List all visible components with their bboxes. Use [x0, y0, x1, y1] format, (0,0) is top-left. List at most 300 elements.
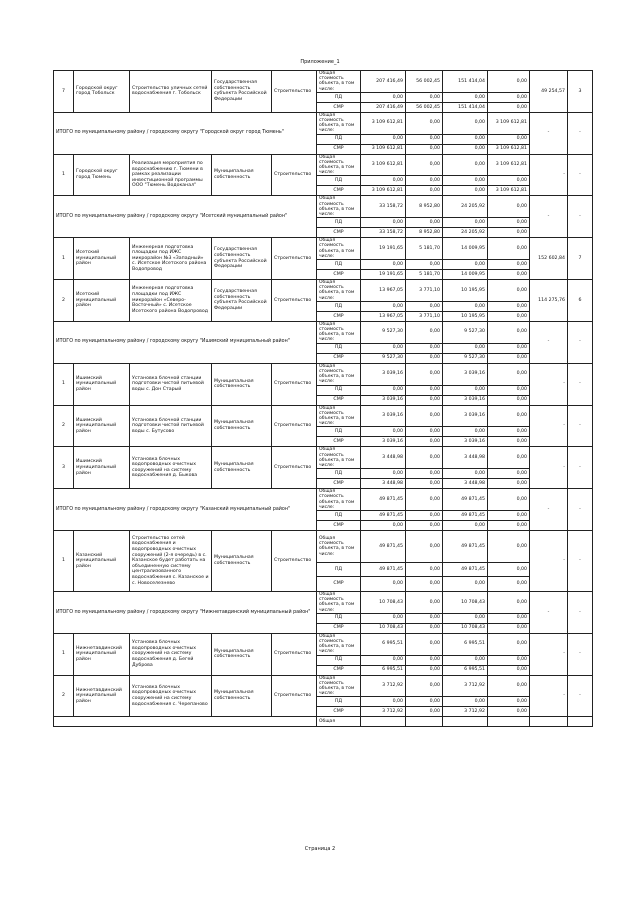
cost-label: Общая стоимость объекта, в том числе:: [317, 321, 361, 343]
ownership-cell: Государственная собственность субъекта Российской Федерации: [212, 280, 272, 322]
extra-count: 6: [568, 280, 593, 322]
amount-cell: 207 416,49: [361, 102, 406, 112]
amount-cell: 0,00: [361, 613, 406, 623]
amount-cell: 0,00: [443, 176, 488, 186]
amount-cell: 3 109 612,81: [488, 112, 530, 134]
smr-label: СМР: [317, 707, 361, 717]
amount-cell: 13 967,05: [361, 311, 406, 321]
amount-cell: 3 448,98: [361, 479, 406, 489]
total-row: [54, 489, 593, 511]
amount-cell: 0,00: [488, 562, 530, 577]
amount-cell: 3 771,10: [406, 280, 443, 302]
amount-cell: 0,00: [361, 343, 406, 353]
smr-label: СМР: [317, 395, 361, 405]
amount-cell: 0,00: [488, 591, 530, 613]
amount-cell: 3 109 612,81: [361, 112, 406, 134]
row-number: 1: [54, 154, 74, 196]
extra-value: -: [530, 154, 568, 196]
smr-label: СМР: [317, 144, 361, 154]
smr-label: СМР: [317, 437, 361, 447]
amount-cell: 0,00: [443, 385, 488, 395]
amount-cell: 0,00: [488, 102, 530, 112]
extra-count: -: [568, 363, 593, 405]
ownership-cell: Муниципальная собственность: [212, 405, 272, 447]
empty-cell: [406, 717, 443, 727]
amount-cell: 3 771,10: [406, 311, 443, 321]
amount-cell: 3 039,16: [443, 363, 488, 385]
amount-cell: 0,00: [406, 144, 443, 154]
amount-cell: 9 527,30: [361, 353, 406, 363]
amount-cell: 3 109 612,81: [361, 144, 406, 154]
amount-cell: 0,00: [488, 623, 530, 633]
amount-cell: 0,00: [488, 395, 530, 405]
smr-label: СМР: [317, 311, 361, 321]
amount-cell: 0,00: [406, 395, 443, 405]
amount-cell: 5 181,70: [406, 238, 443, 260]
extra-value: -: [530, 591, 568, 633]
ownership-cell: Государственная собственность субъекта Российской Федерации: [212, 71, 272, 113]
amount-cell: 0,00: [488, 697, 530, 707]
amount-cell: 3 448,98: [443, 447, 488, 469]
amount-cell: 0,00: [361, 92, 406, 102]
amount-cell: 0,00: [443, 301, 488, 311]
amount-cell: 0,00: [488, 707, 530, 717]
work-type-cell: Строительство: [272, 447, 317, 489]
object-name-cell: Инженерная подготовка площадки под ИЖС микрорайон №3 «Западный» с. Исетское Исетского района Водопровод: [130, 238, 212, 280]
row-number: 2: [54, 280, 74, 322]
amount-cell: 0,00: [488, 280, 530, 302]
amount-cell: 0,00: [406, 112, 443, 134]
ownership-cell: Муниципальная собственность: [212, 675, 272, 717]
municipality-cell: Ишимский муниципальный район: [74, 363, 130, 405]
project-row: [54, 405, 593, 427]
amount-cell: 0,00: [488, 479, 530, 489]
amount-cell: 0,00: [443, 343, 488, 353]
amount-cell: 0,00: [488, 321, 530, 343]
amount-cell: 0,00: [406, 427, 443, 437]
cost-label: Общая стоимость объекта, в том числе:: [317, 112, 361, 134]
amount-cell: 0,00: [488, 218, 530, 228]
amount-cell: 0,00: [443, 134, 488, 144]
amount-cell: 0,00: [361, 427, 406, 437]
cost-label: Общая стоимость объекта, в том числе:: [317, 530, 361, 562]
table-body: [54, 71, 593, 727]
amount-cell: 10 195,95: [443, 311, 488, 321]
amount-cell: 0,00: [443, 655, 488, 665]
total-label: ИТОГО по муниципальному району / городскому округу "Городской округ город Тюмень": [54, 112, 317, 154]
amount-cell: 0,00: [488, 260, 530, 270]
extra-value: -: [530, 447, 568, 489]
amount-cell: 0,00: [406, 353, 443, 363]
total-label: ИТОГО по муниципальному району / городскому округу "Ишимский муниципальный район": [54, 321, 317, 363]
row-number: 1: [54, 238, 74, 280]
extra-count: -: [568, 489, 593, 531]
ownership-cell: Муниципальная собственность: [212, 154, 272, 196]
amount-cell: 3 712,92: [361, 707, 406, 717]
amount-cell: 0,00: [488, 665, 530, 675]
amount-cell: 0,00: [488, 675, 530, 697]
amount-cell: 10 195,95: [443, 280, 488, 302]
extra-value: -: [530, 633, 568, 675]
amount-cell: 0,00: [488, 469, 530, 479]
object-name-cell: Реализация мероприятия по водоснабжению г. Тюмени в рамках реализации инвестиционной программы ООО "Тюмень Водоканал": [130, 154, 212, 196]
smr-label: СМР: [317, 577, 361, 592]
pd-label: ПД: [317, 343, 361, 353]
amount-cell: 0,00: [406, 92, 443, 102]
amount-cell: 24 205,92: [443, 228, 488, 238]
amount-cell: 0,00: [488, 489, 530, 511]
amount-cell: 56 002,45: [406, 71, 443, 93]
cost-label: Общая стоимость объекта, в том числе:: [317, 447, 361, 469]
ownership-cell: Муниципальная собственность: [212, 363, 272, 405]
amount-cell: 0,00: [488, 655, 530, 665]
amount-cell: 3 039,16: [443, 437, 488, 447]
pd-label: ПД: [317, 134, 361, 144]
pd-label: ПД: [317, 655, 361, 665]
amount-cell: 19 191,65: [361, 270, 406, 280]
empty-cell: [361, 717, 406, 727]
work-type-cell: Строительство: [272, 280, 317, 322]
empty-cell: [443, 717, 488, 727]
ownership-cell: Муниципальная собственность: [212, 447, 272, 489]
pd-label: ПД: [317, 562, 361, 577]
amount-cell: 5 181,70: [406, 270, 443, 280]
pd-label: ПД: [317, 176, 361, 186]
amount-cell: 3 712,92: [361, 675, 406, 697]
object-name-cell: Установка блочных водопроводных очистных сооружений на систему водоснабжения д. Бегей Дуброва: [130, 633, 212, 675]
empty-cell: [488, 717, 530, 727]
municipality-cell: Нижнетавдинский муниципальный район: [74, 675, 130, 717]
amount-cell: 0,00: [488, 353, 530, 363]
amount-cell: 0,00: [488, 405, 530, 427]
cost-label: Общая стоимость объекта, в том числе:: [317, 196, 361, 218]
total-row: [54, 196, 593, 218]
amount-cell: 6 995,51: [361, 665, 406, 675]
amount-cell: 6 995,51: [443, 633, 488, 655]
amount-cell: 3 712,92: [443, 675, 488, 697]
pd-label: ПД: [317, 385, 361, 395]
amount-cell: 0,00: [406, 479, 443, 489]
object-name-cell: Установка блочной станции подготовки чистой питьевой воды с. Бутусово: [130, 405, 212, 447]
amount-cell: 3 109 612,81: [488, 154, 530, 176]
amount-cell: 6 995,51: [443, 665, 488, 675]
pd-label: ПД: [317, 697, 361, 707]
amount-cell: 0,00: [406, 186, 443, 196]
amount-cell: 0,00: [406, 321, 443, 343]
amount-cell: 0,00: [443, 520, 488, 530]
amount-cell: 0,00: [406, 520, 443, 530]
amount-cell: 0,00: [443, 144, 488, 154]
smr-label: СМР: [317, 623, 361, 633]
amount-cell: 0,00: [361, 301, 406, 311]
amount-cell: 151 414,04: [443, 102, 488, 112]
cost-label: Общая стоимость объекта, в том числе:: [317, 238, 361, 260]
smr-label: СМР: [317, 520, 361, 530]
amount-cell: 0,00: [361, 469, 406, 479]
cost-label: Общая стоимость объекта, в том числе:: [317, 489, 361, 511]
pd-label: ПД: [317, 510, 361, 520]
amount-cell: 10 708,43: [443, 623, 488, 633]
pd-label: ПД: [317, 260, 361, 270]
ownership-cell: Государственная собственность субъекта Российской Федерации: [212, 238, 272, 280]
amount-cell: 0,00: [488, 196, 530, 218]
ownership-cell: Муниципальная собственность: [212, 633, 272, 675]
project-row: [54, 530, 593, 562]
amount-cell: 33 158,72: [361, 196, 406, 218]
extra-count: -: [568, 112, 593, 154]
project-row: [54, 633, 593, 655]
amount-cell: 0,00: [361, 697, 406, 707]
extra-value: -: [530, 675, 568, 717]
investment-table: [53, 70, 593, 727]
extra-count: -: [568, 591, 593, 633]
object-name-cell: Инженерная подготовка площадки под ИЖС микрорайон «Северо-Восточный» с. Исетское Исетского района Водопровод: [130, 280, 212, 322]
object-name-cell: Установка блочных водопроводных очистных сооружений на систему водоснабжения д. Быкова: [130, 447, 212, 489]
extra-value: -: [530, 530, 568, 591]
amount-cell: 0,00: [361, 385, 406, 395]
amount-cell: 13 967,05: [361, 280, 406, 302]
amount-cell: 0,00: [488, 238, 530, 260]
project-row: [54, 238, 593, 260]
smr-label: СМР: [317, 270, 361, 280]
object-name-cell: Строительство уличных сетей водоснабжения г. Тобольск: [130, 71, 212, 113]
amount-cell: 0,00: [488, 301, 530, 311]
project-row: [54, 363, 593, 385]
work-type-cell: Строительство: [272, 238, 317, 280]
amount-cell: 0,00: [406, 655, 443, 665]
cost-label: Общая стоимость объекта, в том числе:: [317, 633, 361, 655]
municipality-cell: Исетский муниципальный район: [74, 238, 130, 280]
amount-cell: 207 416,49: [361, 71, 406, 93]
row-number: 1: [54, 363, 74, 405]
project-row: [54, 675, 593, 697]
object-name-cell: Установка блочных водопроводных очистных сооружений на систему водоснабжения с. Черепаново: [130, 675, 212, 717]
pd-label: ПД: [317, 469, 361, 479]
amount-cell: 14 009,95: [443, 270, 488, 280]
amount-cell: 0,00: [406, 301, 443, 311]
amount-cell: 3 448,98: [443, 479, 488, 489]
amount-cell: 14 009,95: [443, 238, 488, 260]
amount-cell: 0,00: [361, 577, 406, 592]
smr-label: СМР: [317, 102, 361, 112]
extra-count: -: [568, 405, 593, 447]
amount-cell: 49 871,45: [361, 510, 406, 520]
row-number: 2: [54, 675, 74, 717]
amount-cell: 0,00: [361, 218, 406, 228]
municipality-cell: Ишимский муниципальный район: [74, 405, 130, 447]
amount-cell: 0,00: [406, 385, 443, 395]
extra-value: -: [530, 321, 568, 363]
amount-cell: 3 109 612,81: [361, 154, 406, 176]
amount-cell: 0,00: [488, 633, 530, 655]
amount-cell: 0,00: [443, 427, 488, 437]
municipality-cell: Нижнетавдинский муниципальный район: [74, 633, 130, 675]
extra-count: 3: [568, 71, 593, 113]
amount-cell: 0,00: [488, 427, 530, 437]
object-name-cell: Установка блочной станции подготовки чистой питьевой воды с. Дон Старый: [130, 363, 212, 405]
amount-cell: 0,00: [406, 665, 443, 675]
amount-cell: 0,00: [488, 577, 530, 592]
extra-value: 114 275,76: [530, 280, 568, 322]
extra-count: -: [568, 675, 593, 717]
amount-cell: 0,00: [406, 577, 443, 592]
amount-cell: 0,00: [406, 154, 443, 176]
amount-cell: 9 527,30: [361, 321, 406, 343]
trailing-row: [54, 717, 593, 727]
cost-label: Общая стоимость объекта, в том числе:: [317, 280, 361, 302]
amount-cell: 0,00: [488, 270, 530, 280]
cost-label: Общая стоимость объекта, в том числе:: [317, 71, 361, 93]
amount-cell: 0,00: [488, 363, 530, 385]
amount-cell: 0,00: [443, 218, 488, 228]
work-type-cell: Строительство: [272, 154, 317, 196]
amount-cell: 3 109 612,81: [488, 144, 530, 154]
amount-cell: 0,00: [406, 176, 443, 186]
amount-cell: 3 039,16: [361, 437, 406, 447]
amount-cell: 49 871,45: [361, 562, 406, 577]
empty-cell: [54, 717, 317, 727]
municipality-cell: Исетский муниципальный район: [74, 280, 130, 322]
amount-cell: 0,00: [488, 385, 530, 395]
amount-cell: 10 708,43: [361, 623, 406, 633]
total-row: [54, 321, 593, 343]
extra-count: -: [568, 196, 593, 238]
row-number: 1: [54, 530, 74, 591]
amount-cell: 0,00: [406, 613, 443, 623]
cost-label: Общая стоимость объекта, в том числе:: [317, 591, 361, 613]
amount-cell: 3 039,16: [443, 395, 488, 405]
object-name-cell: Строительство сетей водоснабжения и водопроводных очистных сооружений (2-я очередь) в с. Казанское будет работать на объединенную систему централизованного водоснабжения с. Казанское и с. Новоселезнево: [130, 530, 212, 591]
municipality-cell: Городской округ город Тюмень: [74, 154, 130, 196]
extra-count: -: [568, 530, 593, 591]
amount-cell: 0,00: [443, 697, 488, 707]
page-header: Приложение_1: [300, 59, 340, 65]
work-type-cell: Строительство: [272, 363, 317, 405]
amount-cell: 0,00: [488, 92, 530, 102]
extra-value: -: [530, 112, 568, 154]
amount-cell: 0,00: [443, 577, 488, 592]
total-label: ИТОГО по муниципальному району / городскому округу "Исетский муниципальный район": [54, 196, 317, 238]
amount-cell: 0,00: [406, 707, 443, 717]
amount-cell: 0,00: [406, 343, 443, 353]
amount-cell: 0,00: [488, 510, 530, 520]
amount-cell: 0,00: [406, 134, 443, 144]
municipality-cell: Городской округ город Тобольск: [74, 71, 130, 113]
amount-cell: 3 039,16: [361, 363, 406, 385]
cost-label: Общая стоимость объекта, в том числе:: [317, 405, 361, 427]
amount-cell: 0,00: [488, 228, 530, 238]
amount-cell: 0,00: [361, 655, 406, 665]
extra-count: -: [568, 321, 593, 363]
amount-cell: 0,00: [406, 218, 443, 228]
amount-cell: 0,00: [361, 134, 406, 144]
ownership-cell: Муниципальная собственность: [212, 530, 272, 591]
amount-cell: 49 871,45: [443, 489, 488, 511]
amount-cell: 0,00: [406, 697, 443, 707]
amount-cell: 151 414,04: [443, 71, 488, 93]
amount-cell: 0,00: [488, 71, 530, 93]
amount-cell: 3 039,16: [443, 405, 488, 427]
amount-cell: 0,00: [443, 92, 488, 102]
amount-cell: 0,00: [488, 176, 530, 186]
total-label: ИТОГО по муниципальному району / городскому округу "Казанский муниципальный район": [54, 489, 317, 531]
project-row: [54, 447, 593, 469]
amount-cell: 3 448,98: [361, 447, 406, 469]
work-type-cell: Строительство: [272, 675, 317, 717]
smr-label: СМР: [317, 353, 361, 363]
amount-cell: 3 039,16: [361, 395, 406, 405]
total-row: [54, 591, 593, 613]
project-row: [54, 71, 593, 93]
amount-cell: 3 039,16: [361, 405, 406, 427]
amount-cell: 6 995,51: [361, 633, 406, 655]
amount-cell: 0,00: [443, 613, 488, 623]
amount-cell: 3 712,92: [443, 707, 488, 717]
amount-cell: 56 002,45: [406, 102, 443, 112]
amount-cell: 49 871,45: [443, 510, 488, 520]
extra-value: -: [530, 363, 568, 405]
amount-cell: 9 527,30: [443, 321, 488, 343]
amount-cell: 0,00: [443, 260, 488, 270]
smr-label: СМР: [317, 665, 361, 675]
extra-value: 49 254,57: [530, 71, 568, 113]
amount-cell: 49 871,45: [443, 562, 488, 577]
amount-cell: 0,00: [488, 343, 530, 353]
work-type-cell: Строительство: [272, 633, 317, 675]
municipality-cell: Ишимский муниципальный район: [74, 447, 130, 489]
amount-cell: 0,00: [488, 437, 530, 447]
amount-cell: 0,00: [361, 260, 406, 270]
amount-cell: 0,00: [406, 623, 443, 633]
row-number: 3: [54, 447, 74, 489]
empty-cell: [530, 717, 568, 727]
amount-cell: 0,00: [488, 613, 530, 623]
amount-cell: 0,00: [406, 437, 443, 447]
amount-cell: 0,00: [443, 186, 488, 196]
row-number: 7: [54, 71, 74, 113]
amount-cell: 0,00: [406, 530, 443, 562]
project-row: [54, 280, 593, 302]
amount-cell: 0,00: [406, 591, 443, 613]
amount-cell: 0,00: [406, 562, 443, 577]
amount-cell: 19 191,65: [361, 238, 406, 260]
amount-cell: 49 871,45: [361, 489, 406, 511]
amount-cell: 0,00: [488, 520, 530, 530]
work-type-cell: Строительство: [272, 530, 317, 591]
smr-label: СМР: [317, 186, 361, 196]
total-label: ИТОГО по муниципальному району / городскому округу "Нижнетавдинский муниципальный район": [54, 591, 317, 633]
smr-label: СМР: [317, 479, 361, 489]
smr-label: СМР: [317, 228, 361, 238]
cost-label: Общая стоимость объекта, в том числе:: [317, 154, 361, 176]
extra-value: -: [530, 489, 568, 531]
amount-cell: 8 952,80: [406, 228, 443, 238]
amount-cell: 0,00: [406, 447, 443, 469]
cost-label: Общая: [317, 717, 361, 727]
cost-label: Общая стоимость объекта, в том числе:: [317, 675, 361, 697]
amount-cell: 0,00: [361, 176, 406, 186]
amount-cell: 0,00: [406, 633, 443, 655]
amount-cell: 0,00: [406, 363, 443, 385]
total-row: [54, 112, 593, 134]
extra-count: -: [568, 154, 593, 196]
amount-cell: 8 952,80: [406, 196, 443, 218]
amount-cell: 0,00: [406, 405, 443, 427]
row-number: 1: [54, 633, 74, 675]
amount-cell: 24 205,92: [443, 196, 488, 218]
empty-cell: [568, 717, 593, 727]
amount-cell: 49 871,45: [361, 530, 406, 562]
